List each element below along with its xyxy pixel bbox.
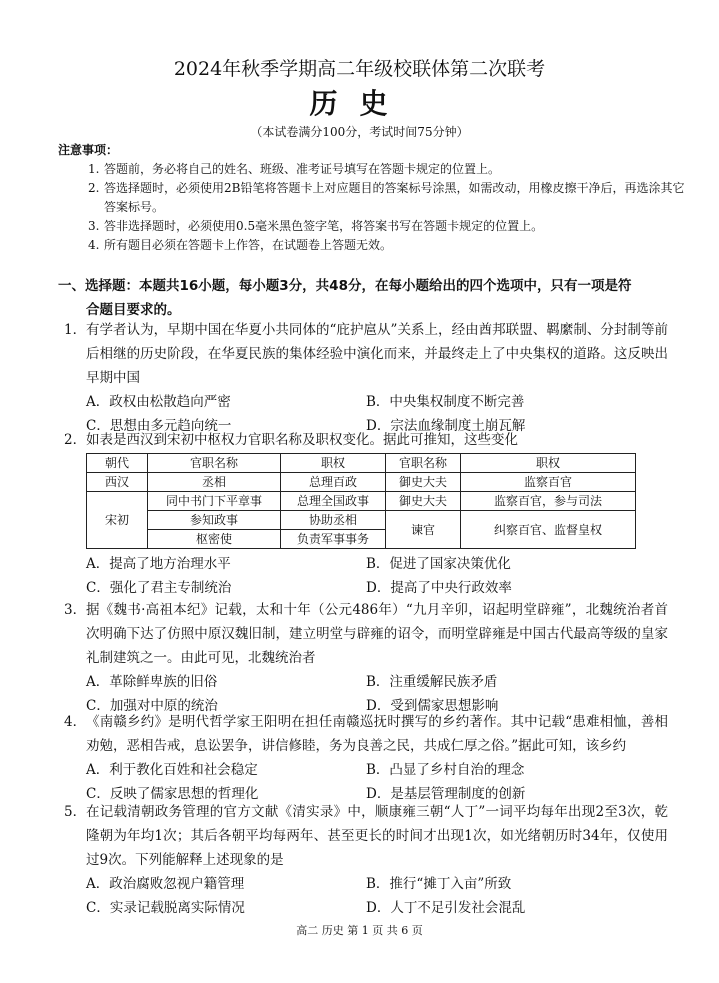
notice-number: 4.: [88, 238, 100, 252]
exam-info: （本试卷满分100分，考试时间75分钟）: [250, 125, 469, 139]
table-row: [87, 473, 636, 492]
question-text: 在记载清朝政务管理的官方文献《清实录》中，顺康雍三朝“人丁”一词平均每年出现2至3次，乾隆朝为年均1次；其后各朝平均每两年、甚至更长的时间才出现1次，如光绪朝历时34年，仅使用过9次。下列能解释上述现象的是: [86, 804, 668, 868]
table-header-cell: 官职名称: [386, 454, 461, 473]
question-number: 2．: [64, 432, 87, 448]
notice-item: [88, 236, 688, 255]
option-list: [64, 758, 668, 806]
option-list: [64, 872, 668, 920]
question-stem: [64, 598, 668, 670]
table-header-cell: 官职名称: [148, 454, 281, 473]
table-cell: 负责军事事务: [281, 530, 386, 549]
notice-text: 答选择题时，必须使用2B铅笔将答题卡上对应题目的答案标号涂黑，如需改动，用橡皮擦干净后，再选涂其它答案标号。: [104, 181, 685, 214]
question-number: 3．: [64, 602, 87, 618]
table-row: [87, 492, 636, 511]
notice-item: [88, 217, 688, 236]
notice-item: [88, 179, 688, 217]
option-c: C．实录记载脱离实际情况: [86, 900, 245, 916]
option-d: D．受到儒家思想影响: [366, 698, 499, 714]
question-number: 5．: [64, 804, 87, 820]
option-c: C．加强对中原的统治: [86, 698, 218, 714]
section-heading-line: 合题目要求的。: [86, 302, 181, 318]
question-4: [64, 710, 668, 806]
question-stem: [64, 428, 668, 452]
question-1: [64, 318, 668, 438]
option-d: D．宗法血缘制度土崩瓦解: [366, 418, 526, 434]
question-text: 《南赣乡约》是明代哲学家王阳明在担任南赣巡抚时撰写的乡约著作。其中记载“患难相恤，善相劝勉，恶相告戒，息讼罢争，讲信修睦，务为良善之民，共成仁厚之俗。”据此可知，该乡约: [86, 714, 668, 754]
table-cell: 丞相: [148, 473, 281, 492]
table-cell: 参知政事: [148, 511, 281, 530]
question-stem: [64, 800, 668, 872]
option-a: A．利于教化百姓和社会稳定: [86, 762, 258, 778]
notice-list: [88, 160, 688, 255]
table-cell: 监察百官，参与司法: [461, 492, 636, 511]
section-heading-line: 一、选择题：本题共16小题，每小题3分，共48分，在每小题给出的四个选项中，只有一项是符: [58, 278, 632, 294]
option-b: B．中央集权制度不断完善: [366, 394, 525, 410]
table-cell: 西汉: [87, 473, 148, 492]
option-a: A．政权由松散趋向严密: [86, 394, 231, 410]
option-a: A．革除鲜卑族的旧俗: [86, 674, 218, 690]
table-cell: 总理全国政事: [281, 492, 386, 511]
table-cell: 同中书门下平章事: [148, 492, 281, 511]
table-cell: 御史大夫: [386, 492, 461, 511]
table-cell: 纠察百官、监督皇权: [461, 511, 636, 549]
option-d: D．提高了中央行政效率: [366, 580, 512, 596]
table-header-row: [87, 454, 636, 473]
table-row: [87, 511, 636, 530]
option-b: B．推行“摊丁入亩”所致: [366, 876, 512, 892]
table-cell: 协助丞相: [281, 511, 386, 530]
option-b: B．注重缓解民族矛盾: [366, 674, 498, 690]
option-a: A．提高了地方治理水平: [86, 556, 231, 572]
notice-number: 2.: [88, 181, 100, 195]
option-c: C．强化了君主专制统治: [86, 580, 232, 596]
table-header-cell: 职权: [461, 454, 636, 473]
notice-text: 答非选择题时，必须使用0.5毫米黑色签字笔，将答案书写在答题卡规定的位置上。: [104, 219, 544, 233]
option-d: D．是基层管理制度的创新: [366, 786, 526, 802]
notice-number: 3.: [88, 219, 100, 233]
office-table: [86, 453, 636, 549]
table-cell: 谏官: [386, 511, 461, 549]
option-d: D．人丁不足引发社会混乱: [366, 900, 526, 916]
question-5: [64, 800, 668, 920]
question-number: 4．: [64, 714, 87, 730]
exam-title: 2024年秋季学期高二年级校联体第二次联考: [173, 58, 546, 80]
page-footer: 高二 历史 第 1 页 共 6 页: [296, 924, 423, 937]
question-text: 据《魏书·高祖本纪》记载，太和十年（公元486年）“九月辛卯，诏起明堂辟雍”，北魏统治者首次明确下达了仿照中原汉魏旧制，建立明堂与辟雍的诏令，而明堂辟雍是中国古代最高等级的皇家礼制建筑之一。由此可见，北魏统治者: [86, 602, 668, 666]
option-b: B．促进了国家决策优化: [366, 556, 511, 572]
question-2-options: [64, 552, 668, 600]
question-2: [64, 428, 668, 452]
question-text: 有学者认为，早期中国在华夏小共同体的“庇护扈从”关系上，经由酋邦联盟、羁縻制、分封制等前后相继的历史阶段，在华夏民族的集体经验中演化而来，并最终走上了中央集权的道路。这反映出早期中国: [86, 322, 668, 386]
notice-number: 1.: [88, 162, 100, 176]
subject-title: 历史: [309, 87, 410, 120]
option-list: [64, 552, 668, 600]
section-heading: [58, 274, 668, 322]
table-header-cell: 职权: [281, 454, 386, 473]
option-a: A．政治腐败忽视户籍管理: [86, 876, 245, 892]
table-header-cell: 朝代: [87, 454, 148, 473]
notice-title: 注意事项：: [58, 143, 119, 157]
option-c: C．反映了儒家思想的哲理化: [86, 786, 259, 802]
question-stem: [64, 710, 668, 758]
question-3: [64, 598, 668, 718]
table-cell: 宋初: [87, 492, 148, 549]
question-number: 1．: [64, 322, 87, 338]
table-cell: 御史大夫: [386, 473, 461, 492]
notice-item: [88, 160, 688, 179]
notice-text: 答题前，务必将自己的姓名、班级、准考证号填写在答题卡规定的位置上。: [104, 162, 501, 176]
question-stem: [64, 318, 668, 390]
table-cell: 枢密使: [148, 530, 281, 549]
table-cell: 监察百官: [461, 473, 636, 492]
table-cell: 总理百政: [281, 473, 386, 492]
option-c: C．思想由多元趋向统一: [86, 418, 232, 434]
question-text: 如表是西汉到宋初中枢权力官职名称及职权变化。据此可推知，这些变化: [86, 432, 518, 448]
option-b: B．凸显了乡村自治的理念: [366, 762, 525, 778]
notice-text: 所有题目必须在答题卡上作答，在试题卷上答题无效。: [104, 238, 393, 252]
